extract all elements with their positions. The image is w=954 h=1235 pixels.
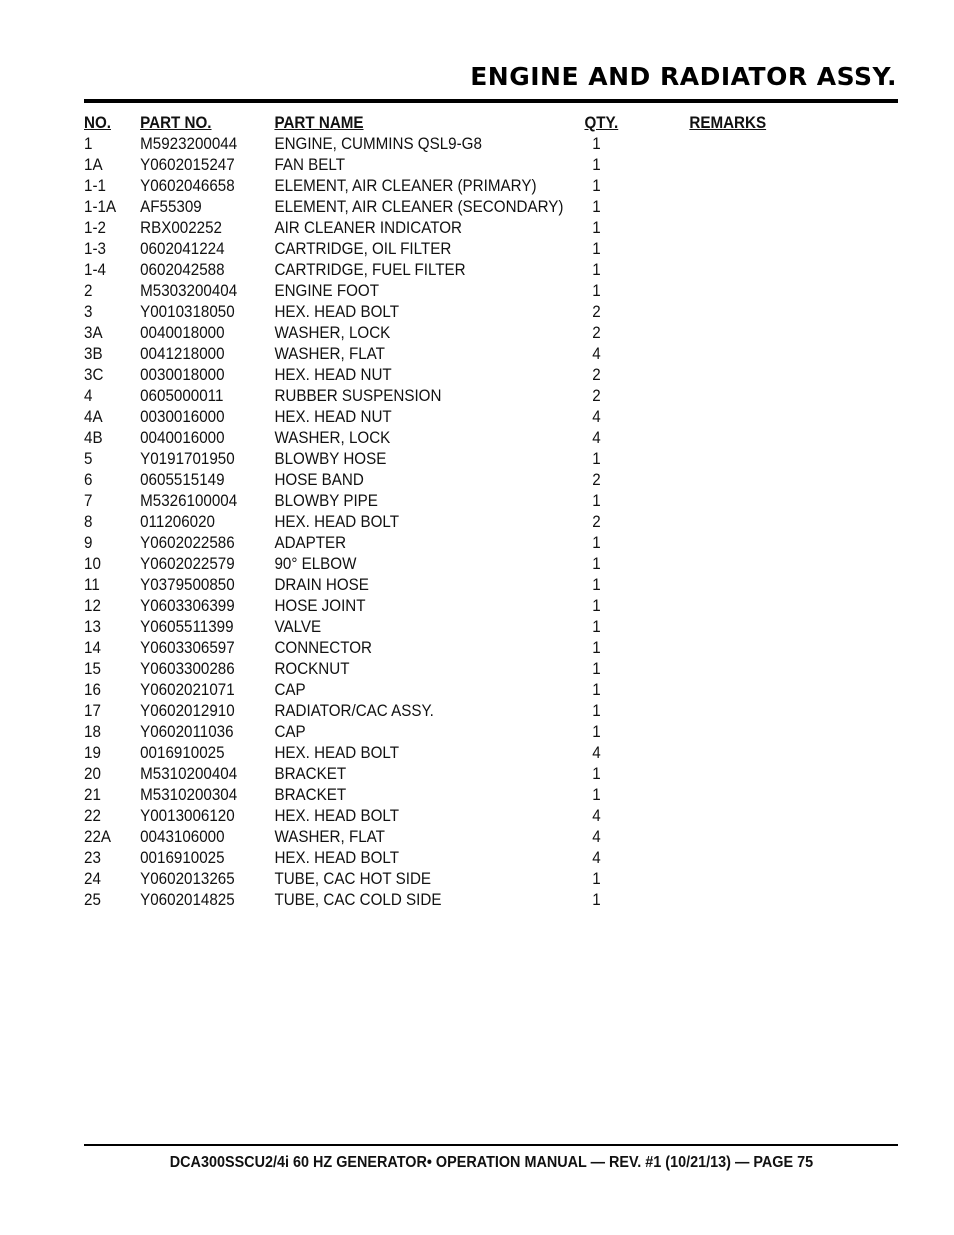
table-row <box>84 806 833 827</box>
table-row <box>84 764 833 785</box>
part-number: M5326100004 <box>140 492 238 510</box>
part-number-index: 6 <box>84 471 93 489</box>
part-number: Y0602015247 <box>140 156 235 174</box>
part-number: Y0602013265 <box>140 870 235 888</box>
part-name: BLOWBY HOSE <box>274 450 387 468</box>
part-name: DRAIN HOSE <box>274 576 369 594</box>
quantity: 2 <box>592 303 601 321</box>
quantity: 1 <box>592 681 601 699</box>
quantity: 1 <box>592 639 601 657</box>
part-name: ENGINE, CUMMINS QSL9-G8 <box>274 135 482 153</box>
part-name: HEX. HEAD NUT <box>274 408 392 426</box>
header-remarks: REMARKS <box>689 114 767 132</box>
part-name: ROCKNUT <box>274 660 350 678</box>
quantity: 1 <box>592 786 601 804</box>
part-name: WASHER, LOCK <box>274 324 391 342</box>
part-name: BRACKET <box>274 765 347 783</box>
table-row <box>84 260 833 281</box>
table-row <box>84 512 833 533</box>
table-row <box>84 827 833 848</box>
quantity: 1 <box>592 597 601 615</box>
table-row <box>84 428 833 449</box>
part-number: 0602042588 <box>140 261 225 279</box>
part-name: WASHER, LOCK <box>274 429 391 447</box>
header-part-no: PART NO. <box>140 114 212 132</box>
quantity: 1 <box>592 891 601 909</box>
part-name: FAN BELT <box>274 156 346 174</box>
part-number-index: 24 <box>84 870 101 888</box>
part-name: BLOWBY PIPE <box>274 492 378 510</box>
quantity: 1 <box>592 450 601 468</box>
table-row <box>84 239 833 260</box>
table-row <box>84 386 833 407</box>
part-name: ELEMENT, AIR CLEANER (SECONDARY) <box>274 198 564 216</box>
part-number: 0030016000 <box>140 408 225 426</box>
part-number-index: 12 <box>84 597 101 615</box>
quantity: 1 <box>592 492 601 510</box>
quantity: 1 <box>592 576 601 594</box>
part-name: WASHER, FLAT <box>274 828 385 846</box>
table-row <box>84 218 833 239</box>
table-row <box>84 281 833 302</box>
quantity: 4 <box>592 345 601 363</box>
part-number: Y0605511399 <box>140 618 234 636</box>
part-number: 011206020 <box>140 513 215 531</box>
table-header <box>84 113 833 134</box>
part-number-index: 1-1 <box>84 177 106 195</box>
header-qty: QTY. <box>584 114 619 132</box>
part-number-index: 13 <box>84 618 101 636</box>
part-number: Y0010318050 <box>140 303 235 321</box>
table-row <box>84 134 833 155</box>
part-number: 0605000011 <box>140 387 224 405</box>
part-name: HEX. HEAD NUT <box>274 366 392 384</box>
table-row <box>84 890 833 911</box>
part-name: TUBE, CAC COLD SIDE <box>274 891 442 909</box>
quantity: 4 <box>592 408 601 426</box>
part-name: CAP <box>274 723 306 741</box>
part-number: Y0602012910 <box>140 702 235 720</box>
part-name: CARTRIDGE, OIL FILTER <box>274 240 452 258</box>
page-title: ENGINE AND RADIATOR ASSY. <box>470 62 897 91</box>
table-row <box>84 344 833 365</box>
part-name: ADAPTER <box>274 534 347 552</box>
part-name: HOSE JOINT <box>274 597 366 615</box>
part-number: 0040018000 <box>140 324 225 342</box>
part-name: CAP <box>274 681 306 699</box>
quantity: 1 <box>592 660 601 678</box>
part-name: HEX. HEAD BOLT <box>274 513 400 531</box>
quantity: 1 <box>592 765 601 783</box>
quantity: 1 <box>592 618 601 636</box>
quantity: 1 <box>592 240 601 258</box>
table-row <box>84 197 833 218</box>
part-name: HEX. HEAD BOLT <box>274 744 400 762</box>
part-number: 0602041224 <box>140 240 225 258</box>
part-number-index: 1 <box>84 135 93 153</box>
part-number: Y0603300286 <box>140 660 235 678</box>
quantity: 2 <box>592 324 601 342</box>
part-number-index: 1A <box>84 156 103 174</box>
part-number: Y0602011036 <box>140 723 234 741</box>
table-row <box>84 155 833 176</box>
part-number: Y0602046658 <box>140 177 235 195</box>
table-row <box>84 302 833 323</box>
part-number: 0041218000 <box>140 345 225 363</box>
part-number: M5310200304 <box>140 786 238 804</box>
part-number-index: 1-4 <box>84 261 106 279</box>
part-number-index: 8 <box>84 513 93 531</box>
quantity: 1 <box>592 723 601 741</box>
part-number: M5310200404 <box>140 765 238 783</box>
part-number-index: 19 <box>84 744 101 762</box>
table-row <box>84 659 833 680</box>
part-number: AF55309 <box>140 198 202 216</box>
part-name: ENGINE FOOT <box>274 282 380 300</box>
quantity: 1 <box>592 135 601 153</box>
part-number-index: 21 <box>84 786 101 804</box>
part-number: 0040016000 <box>140 429 225 447</box>
table-row <box>84 407 833 428</box>
quantity: 4 <box>592 429 601 447</box>
part-number: 0030018000 <box>140 366 225 384</box>
part-name: ELEMENT, AIR CLEANER (PRIMARY) <box>274 177 537 195</box>
part-number-index: 3B <box>84 345 103 363</box>
table-row <box>84 575 833 596</box>
part-number-index: 17 <box>84 702 101 720</box>
part-number: 0043106000 <box>140 828 225 846</box>
part-number-index: 25 <box>84 891 101 909</box>
part-number: Y0379500850 <box>140 576 235 594</box>
quantity: 4 <box>592 849 601 867</box>
part-number-index: 22 <box>84 807 101 825</box>
quantity: 1 <box>592 282 601 300</box>
part-name: 90° ELBOW <box>274 555 357 573</box>
part-number-index: 23 <box>84 849 101 867</box>
quantity: 1 <box>592 261 601 279</box>
part-name: HEX. HEAD BOLT <box>274 849 400 867</box>
quantity: 1 <box>592 198 601 216</box>
part-number-index: 14 <box>84 639 101 657</box>
part-number: Y0603306399 <box>140 597 235 615</box>
part-number-index: 15 <box>84 660 101 678</box>
table-row <box>84 722 833 743</box>
part-number-index: 3A <box>84 324 103 342</box>
table-row <box>84 323 833 344</box>
part-number: Y0013006120 <box>140 807 235 825</box>
part-number: 0605515149 <box>140 471 225 489</box>
part-name: CONNECTOR <box>274 639 373 657</box>
part-number: Y0191701950 <box>140 450 235 468</box>
part-name: HEX. HEAD BOLT <box>274 303 400 321</box>
part-number-index: 4B <box>84 429 103 447</box>
part-number: Y0602022579 <box>140 555 235 573</box>
table-row <box>84 533 833 554</box>
quantity: 1 <box>592 534 601 552</box>
part-number-index: 4 <box>84 387 93 405</box>
quantity: 1 <box>592 555 601 573</box>
footer-rule <box>84 1144 898 1146</box>
part-name: WASHER, FLAT <box>274 345 385 363</box>
part-number-index: 4A <box>84 408 103 426</box>
part-name: CARTRIDGE, FUEL FILTER <box>274 261 466 279</box>
table-row <box>84 617 833 638</box>
part-number-index: 3C <box>84 366 104 384</box>
part-name: HEX. HEAD BOLT <box>274 807 400 825</box>
part-number-index: 7 <box>84 492 93 510</box>
part-number-index: 9 <box>84 534 93 552</box>
part-number-index: 1-2 <box>84 219 106 237</box>
table-row <box>84 470 833 491</box>
quantity: 2 <box>592 471 601 489</box>
quantity: 4 <box>592 807 601 825</box>
table-row <box>84 365 833 386</box>
footer-text: DCA300SSCU2/4i 60 HZ GENERATOR• OPERATION MANUAL — REV. #1 (10/21/13) — PAGE 75 <box>169 1154 813 1171</box>
part-number-index: 20 <box>84 765 101 783</box>
table-row <box>84 680 833 701</box>
table-row <box>84 701 833 722</box>
quantity: 2 <box>592 513 601 531</box>
part-number-index: 2 <box>84 282 93 300</box>
part-number-index: 1-3 <box>84 240 106 258</box>
part-number: RBX002252 <box>140 219 222 237</box>
part-name: TUBE, CAC HOT SIDE <box>274 870 432 888</box>
part-number-index: 18 <box>84 723 101 741</box>
header-part-name: PART NAME <box>274 114 364 132</box>
part-number: Y0602021071 <box>140 681 235 699</box>
part-number-index: 3 <box>84 303 93 321</box>
part-name: RADIATOR/CAC ASSY. <box>274 702 434 720</box>
part-number-index: 10 <box>84 555 101 573</box>
table-row <box>84 785 833 806</box>
table-row <box>84 638 833 659</box>
quantity: 1 <box>592 219 601 237</box>
part-name: BRACKET <box>274 786 347 804</box>
part-number: M5923200044 <box>140 135 238 153</box>
part-number-index: 22A <box>84 828 112 846</box>
part-number-index: 11 <box>84 576 100 594</box>
quantity: 4 <box>592 744 601 762</box>
part-name: VALVE <box>274 618 322 636</box>
part-number: M5303200404 <box>140 282 238 300</box>
quantity: 1 <box>592 177 601 195</box>
quantity: 2 <box>592 366 601 384</box>
quantity: 1 <box>592 702 601 720</box>
part-name: HOSE BAND <box>274 471 364 489</box>
part-name: RUBBER SUSPENSION <box>274 387 442 405</box>
page-footer <box>84 1152 898 1174</box>
table-row <box>84 848 833 869</box>
part-number: 0016910025 <box>140 849 225 867</box>
quantity: 1 <box>592 156 601 174</box>
quantity: 4 <box>592 828 601 846</box>
table-row <box>84 449 833 470</box>
part-number: 0016910025 <box>140 744 225 762</box>
part-number: Y0603306597 <box>140 639 235 657</box>
header-no: NO. <box>84 114 111 132</box>
table-row <box>84 554 833 575</box>
quantity: 2 <box>592 387 601 405</box>
table-row <box>84 743 833 764</box>
title-rule <box>84 99 898 103</box>
table-row <box>84 869 833 890</box>
part-number: Y0602022586 <box>140 534 235 552</box>
part-number-index: 16 <box>84 681 101 699</box>
table-body <box>84 134 898 911</box>
part-name: AIR CLEANER INDICATOR <box>274 219 462 237</box>
part-number-index: 1-1A <box>84 198 117 216</box>
table-row <box>84 491 833 512</box>
part-number: Y0602014825 <box>140 891 235 909</box>
table-row <box>84 176 833 197</box>
table-row <box>84 596 833 617</box>
parts-table <box>84 113 898 911</box>
quantity: 1 <box>592 870 601 888</box>
part-number-index: 5 <box>84 450 93 468</box>
